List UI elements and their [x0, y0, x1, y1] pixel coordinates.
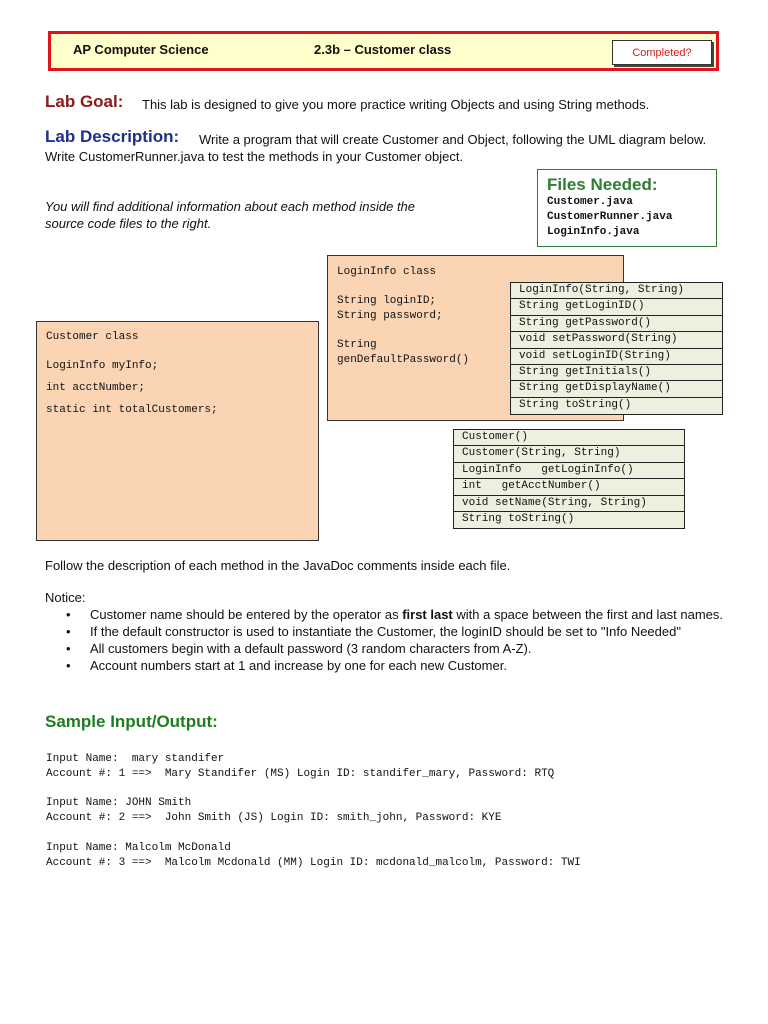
- method-row: String toString(): [462, 512, 575, 525]
- lab-description-heading: Lab Description:: [45, 127, 180, 146]
- customer-field: LoginInfo myInfo;: [46, 360, 159, 372]
- list-item: • All customers begin with a default password (3 random characters from A-Z).: [66, 640, 736, 657]
- method-row: Customer(): [454, 430, 684, 446]
- list-item: • Customer name should be entered by the operator as first last with a space between the first and last names.: [66, 606, 736, 623]
- method-row: void setName(String, String): [454, 496, 684, 512]
- info-text: You will find additional information about each method inside the source code files to the right.: [45, 199, 416, 231]
- sample-line: Input Name: JOHN Smith: [46, 797, 192, 809]
- sample-line: Input Name: Malcolm McDonald: [46, 842, 231, 854]
- notice-list: [66, 606, 736, 674]
- lab-title: 2.3b – Customer class: [314, 42, 452, 57]
- lab-description-text: Write a program that will create Customer and Object, following the UML diagram below. Write CustomerRunner.java to test the methods in your Customer object.: [45, 132, 707, 164]
- method-row: void setPassword(String): [511, 332, 722, 348]
- list-item: • If the default constructor is used to instantiate the Customer, the loginID should be set to "Info Needed": [66, 623, 736, 640]
- list-item: • Account numbers start at 1 and increase by one for each new Customer.: [66, 657, 736, 674]
- course-name: AP Computer Science: [73, 42, 209, 57]
- notice-label: Notice:: [45, 590, 86, 605]
- method-row: int getAcctNumber(): [454, 479, 684, 495]
- method-row: LoginInfo getLoginInfo(): [454, 463, 684, 479]
- logininfo-field: String: [337, 339, 377, 351]
- method-row: String getInitials(): [511, 365, 722, 381]
- lab-goal-text: This lab is designed to give you more practice writing Objects and using String methods.: [142, 97, 650, 112]
- customer-field: int acctNumber;: [46, 382, 146, 394]
- sample-line: Account #: 3 ==> Malcolm Mcdonald (MM) Login ID: mcdonald_malcolm, Password: TWI: [46, 857, 581, 869]
- sample-line: Account #: 1 ==> Mary Standifer (MS) Login ID: standifer_mary, Password: RTQ: [46, 768, 555, 780]
- sample-io-heading: Sample Input/Output:: [45, 712, 218, 731]
- logininfo-field: genDefaultPassword(): [337, 354, 470, 366]
- method-row: String getDisplayName(): [511, 381, 722, 397]
- file-customerrunner-java: CustomerRunner.java: [547, 211, 673, 223]
- sample-line: Input Name: mary standifer: [46, 753, 225, 765]
- logininfo-field: String password;: [337, 310, 443, 322]
- logininfo-field: String loginID;: [337, 295, 437, 307]
- customer-class-title: Customer class: [46, 331, 139, 343]
- header-bar: [48, 31, 719, 71]
- logininfo-methods-table: [510, 282, 723, 415]
- method-row: LoginInfo(String, String): [511, 283, 722, 299]
- sample-line: Account #: 2 ==> John Smith (JS) Login ID: smith_john, Password: KYE: [46, 812, 502, 824]
- files-needed-heading: Files Needed:: [547, 175, 658, 194]
- method-row: String getLoginID(): [511, 299, 722, 315]
- lab-goal-heading: Lab Goal:: [45, 92, 124, 111]
- customer-methods-table: [453, 429, 685, 529]
- files-needed-box: [537, 169, 717, 247]
- method-row: void setLoginID(String): [511, 349, 722, 365]
- completed-box: Completed?: [612, 40, 712, 65]
- file-customer-java: Customer.java: [547, 196, 633, 208]
- file-logininfo-java: LoginInfo.java: [547, 226, 640, 238]
- customer-field: static int totalCustomers;: [46, 404, 218, 416]
- logininfo-class-title: LoginInfo class: [337, 266, 437, 278]
- method-row: String getPassword(): [511, 316, 722, 332]
- follow-text: Follow the description of each method in the JavaDoc comments inside each file.: [45, 558, 511, 573]
- method-row: Customer(String, String): [454, 446, 684, 462]
- method-row: String toString(): [519, 398, 632, 411]
- customer-class-box: [36, 321, 319, 541]
